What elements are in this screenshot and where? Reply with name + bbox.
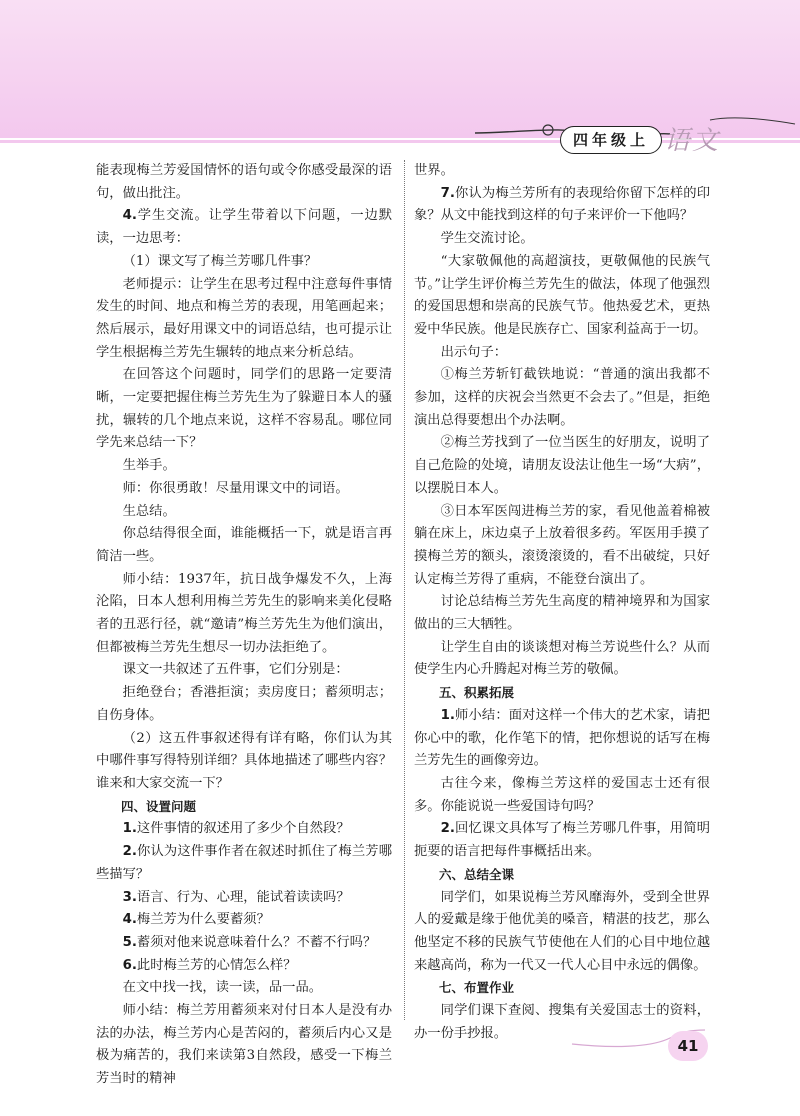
section-heading: 七、布置作业 xyxy=(439,980,515,996)
paragraph xyxy=(96,887,392,910)
paragraph xyxy=(96,205,392,250)
paragraph xyxy=(96,818,392,841)
paragraph: 师小结：1937年，抗日战争爆发不久，上海沦陷，日本人想利用梅兰芳先生的影响来美化侵略者的丑恶行径，就“邀请”梅兰芳先生为他们演出，但都被梅兰芳先生想尽一切办法拒绝了。 xyxy=(96,571,392,655)
paragraph xyxy=(414,818,710,863)
paragraph: 生总结。 xyxy=(122,503,176,519)
paragraph xyxy=(96,841,392,886)
paragraph: “大家敬佩他的高超演技，更敬佩他的民族气节。”让学生评价梅兰芳先生的做法，体现了他强烈的爱国思想和崇高的民族气节。他热爱艺术，更热爱中华民族。他是民族存亡、国家利益高于一切。 xyxy=(414,253,710,337)
paragraph xyxy=(96,955,392,978)
paragraph: ②梅兰芳找到了一位当医生的好朋友，说明了自己危险的处境，请朋友设法让他生一场“大病”，以摆脱日本人。 xyxy=(414,435,710,496)
paragraph: 你总结得很全面，谁能概括一下，就是语言再简洁一些。 xyxy=(96,526,392,564)
item-number: 1. xyxy=(440,707,455,723)
subject-label: 语文 xyxy=(664,126,721,156)
paragraph: 课文一共叙述了五件事，它们分别是： xyxy=(122,662,349,678)
paragraph: 同学们，如果说梅兰芳风靡海外，受到全世界人的爱戴是缘于他优美的嗓音，精湛的技艺，那么他坚定不移的民族气节使他在人们的心目中地位越来越高尚，称为一代又一代人心目中永远的偶像。 xyxy=(414,889,710,973)
paragraph: 拒绝登台；香港拒演；卖房度日；蓄须明志；自伤身体。 xyxy=(96,685,392,723)
paragraph: 同学们课下查阅、搜集有关爱国志士的资料，办一份手抄报。 xyxy=(414,1003,710,1041)
paragraph: 生举手。 xyxy=(122,458,176,474)
item-text: 师小结：面对这样一个伟大的艺术家，请把你心中的歌，化作笔下的情，把你想说的话写在梅兰芳先生的画像旁边。 xyxy=(414,707,710,769)
paragraph: 出示句子： xyxy=(440,344,508,360)
item-text: 梅兰芳为什么要蓄须？ xyxy=(136,912,270,928)
paragraph xyxy=(96,932,392,955)
paragraph xyxy=(96,909,392,932)
paragraph: 师小结：梅兰芳用蓄须来对付日本人是没有办法的办法，梅兰芳内心是苦闷的，蓄须后内心又是极为痛苦的，我们来读第3自然段，感受一下梅兰芳当时的精神 xyxy=(96,1003,392,1087)
item-number: 2. xyxy=(122,844,137,860)
paragraph: 在回答这个问题时，同学们的思路一定要清晰，一定要把握住梅兰芳先生为了躲避日本人的骚扰，辗转的几个地点来说，这样不容易乱。哪位同学先来总结一下？ xyxy=(96,367,392,451)
paragraph: 老师提示：让学生在思考过程中注意每件事情发生的时间、地点和梅兰芳的表现，用笔画起来；然后展示，最好用课文中的词语总结，也可提示让学生根据梅兰芳先生辗转的地点来分析总结。 xyxy=(96,276,392,360)
section-heading: 五、积累拓展 xyxy=(439,685,515,701)
paragraph: （1）课文写了梅兰芳哪几件事？ xyxy=(122,253,318,269)
section-heading: 四、设置问题 xyxy=(121,798,197,814)
section-heading: 六、总结全课 xyxy=(439,866,515,882)
item-text: 回忆课文具体写了梅兰芳哪几件事，用简明扼要的语言把每件事概括出来。 xyxy=(414,821,710,860)
item-text: 你认为这件事作者在叙述时抓住了梅兰芳哪些描写？ xyxy=(96,844,392,882)
item-number: 2. xyxy=(440,821,455,837)
paragraph xyxy=(414,705,710,773)
paragraph: 讨论总结梅兰芳先生高度的精神境界和为国家做出的三大牺牲。 xyxy=(414,594,710,633)
item-text: 这件事情的叙述用了多少个自然段？ xyxy=(136,821,350,837)
item-text: 你认为梅兰芳所有的表现给你留下怎样的印象？从文中能找到这样的句子来评价一下他吗？ xyxy=(414,185,710,224)
item-text: 蓄须对他来说意味着什么？不蓄不行吗？ xyxy=(136,934,377,950)
item-number: 7. xyxy=(440,185,455,201)
column-divider xyxy=(404,160,405,1020)
left-column xyxy=(96,160,392,1091)
item-number: 5. xyxy=(122,934,137,950)
paragraph: 在文中找一找，读一读，品一品。 xyxy=(122,980,323,996)
paragraph: ③日本军医闯进梅兰芳的家，看见他盖着棉被躺在床上，床边桌子上放着很多药。军医用手摸了摸梅兰芳的额头，滚烫滚烫的，看不出破绽，只好认定梅兰芳得了重病，不能登台演出了。 xyxy=(414,503,710,587)
paragraph: 世界。 xyxy=(414,163,454,178)
item-number: 1. xyxy=(122,821,137,837)
grade-label: 四年级上 xyxy=(560,126,662,154)
paragraph: （2）这五件事叙述得有详有略，你们认为其中哪件事写得特别详细？具体地描述了哪些内容？谁来和大家交流一下？ xyxy=(96,730,392,791)
item-text: 此时梅兰芳的心情怎么样？ xyxy=(136,957,297,973)
item-number: 6. xyxy=(122,957,137,973)
item-number: 4. xyxy=(122,912,137,928)
paragraph: 能表现梅兰芳爱国情怀的语句或令你感受最深的语句，做出批注。 xyxy=(96,163,392,201)
item-number: 3. xyxy=(122,889,137,905)
right-column xyxy=(414,160,710,1045)
paragraph: 学生交流讨论。 xyxy=(440,231,534,247)
paragraph: 古往今来，像梅兰芳这样的爱国志士还有很多。你能说说一些爱国诗句吗？ xyxy=(414,775,710,814)
item-number: 4. xyxy=(122,208,137,224)
item-text: 语言、行为、心理，能试着读读吗？ xyxy=(136,889,350,905)
paragraph xyxy=(414,183,710,228)
paragraph: 让学生自由的谈谈想对梅兰芳说些什么？从而使学生内心升腾起对梅兰芳的敬佩。 xyxy=(414,639,710,678)
page-number: 41 xyxy=(668,1031,708,1061)
paragraph: 师：你很勇敢！尽量用课文中的词语。 xyxy=(122,480,349,496)
item-text: 学生交流。让学生带着以下问题，一边默读，一边思考： xyxy=(96,208,392,247)
paragraph: ①梅兰芳斩钉截铁地说：“普通的演出我都不参加，这样的庆祝会当然更不会去了。”但是，拒绝演出总得要想出个办法啊。 xyxy=(414,367,710,428)
